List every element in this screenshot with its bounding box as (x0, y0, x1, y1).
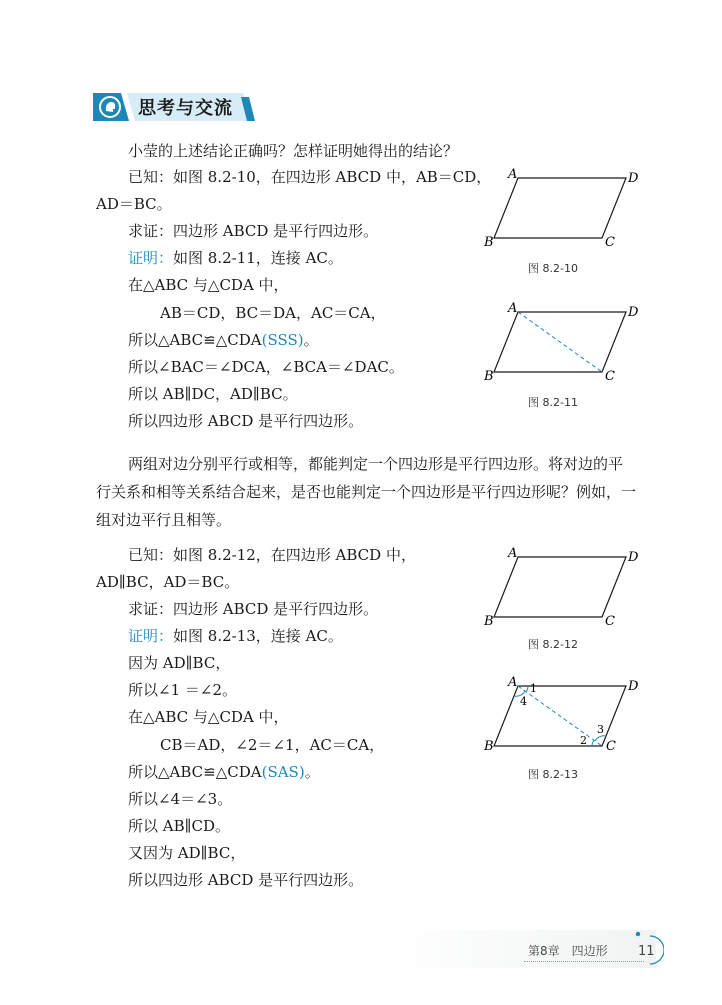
fig12-label-b: B (484, 614, 494, 629)
fig10-label-d: D (628, 171, 639, 186)
fig13-label-a: A (508, 675, 518, 690)
footer-dotted-rule (524, 961, 644, 962)
fig13-diagonal-ac (518, 686, 602, 746)
proof2-line-9: 又因为 AD∥BC， (128, 844, 246, 862)
proof2-line-2: 因为 AD∥BC， (128, 654, 231, 672)
figure-8-2-13 (484, 674, 644, 764)
sss-reason: (SSS) (261, 331, 304, 349)
caption-8-2-10: 图 8.2-10 (528, 262, 578, 275)
page-number: 11 (638, 944, 655, 959)
prove2-line: 求证：四边形 ABCD 是平行四边形。 (128, 600, 379, 618)
fig13-label-d: D (628, 679, 639, 694)
caption-8-2-13: 图 8.2-13 (528, 768, 578, 781)
given-line-1: 已知：如图 8.2-10，在四边形 ABCD 中，AB＝CD， (128, 168, 492, 186)
fig13-angle-1: 1 (530, 682, 537, 695)
transition-paragraph: 两组对边分别平行或相等，都能判定一个四边形是平行四边形。将对边的平行关系和相等关系结合起来，是否也能判定一个四边形是平行四边形呢？例如，一组对边平行且相等。 (96, 455, 637, 529)
proof-line-2: 在△ABC 与△CDA 中， (128, 276, 289, 294)
fig13-label-b: B (484, 739, 494, 754)
proof-label: 证明： (128, 249, 174, 267)
proof2-line-4: 在△ABC 与△CDA 中， (128, 708, 289, 726)
proof2-line-6: 所以△ABC≌△CDA(SAS)。 (128, 763, 320, 781)
proof2-line-7: 所以∠4＝∠3。 (128, 790, 233, 808)
fig13-angle-2: 2 (580, 734, 587, 747)
proof2-line-10: 所以四边形 ABCD 是平行四边形。 (128, 871, 364, 889)
proof-line-4: 所以△ABC≌△CDA(SSS)。 (128, 331, 319, 349)
proof-line-5: 所以∠BAC＝∠DCA，∠BCA＝∠DAC。 (128, 358, 404, 376)
figure-8-2-10 (484, 166, 644, 266)
proof2-line-3: 所以∠1 ＝∠2。 (128, 681, 237, 699)
question-text: 小莹的上述结论正确吗？怎样证明她得出的结论？ (128, 142, 459, 160)
fig11-label-c: C (605, 369, 615, 384)
fig13-angle-2-arc (592, 740, 594, 746)
fig11-label-a: A (508, 301, 518, 316)
fig11-label-d: D (628, 305, 639, 320)
fig13-angle-1-arc (526, 686, 528, 692)
fig11-label-b: B (484, 369, 494, 384)
given2-line-1: 已知：如图 8.2-12，在四边形 ABCD 中， (128, 546, 416, 564)
fig12-label-a: A (508, 546, 518, 561)
proof-line-7: 所以四边形 ABCD 是平行四边形。 (128, 412, 364, 430)
footer-chapter: 第8章 四边形 (528, 944, 608, 958)
proof2-line-1: 证明：如图 8.2-13，连接 AC。 (128, 627, 343, 645)
proof2-label: 证明： (128, 627, 174, 645)
given-line-2: AD＝BC。 (96, 195, 172, 213)
fig13-label-c: C (606, 739, 616, 754)
caption-8-2-12: 图 8.2-12 (528, 638, 578, 651)
footer-band (386, 930, 656, 968)
prove-line: 求证：四边形 ABCD 是平行四边形。 (128, 222, 379, 240)
fig10-label-c: C (605, 235, 615, 250)
sas-reason: (SAS) (261, 763, 305, 781)
section-title: 思考与交流 (138, 98, 233, 119)
fig12-label-d: D (628, 550, 639, 565)
fig13-angle-3: 3 (597, 723, 604, 736)
proof-line-1: 证明：如图 8.2-11，连接 AC。 (128, 249, 343, 267)
fig12-label-c: C (605, 614, 615, 629)
caption-8-2-11: 图 8.2-11 (528, 396, 578, 409)
fig10-label-a: A (508, 167, 518, 182)
proof2-line-5: CB＝AD，∠2＝∠1，AC＝CA， (160, 736, 385, 754)
given2-line-2: AD∥BC，AD＝BC。 (96, 573, 240, 591)
fig11-diagonal-ac (518, 312, 602, 372)
figure-8-2-11 (484, 300, 644, 390)
proof-line-6: 所以 AB∥DC，AD∥BC。 (128, 385, 298, 403)
thinking-head-icon (98, 95, 122, 119)
proof2-line-8: 所以 AB∥CD。 (128, 817, 231, 835)
figure-8-2-12 (484, 545, 644, 635)
fig10-label-b: B (484, 235, 494, 250)
fig13-angle-4: 4 (520, 695, 527, 708)
proof-line-3: AB＝CD，BC＝DA，AC＝CA， (160, 304, 386, 322)
